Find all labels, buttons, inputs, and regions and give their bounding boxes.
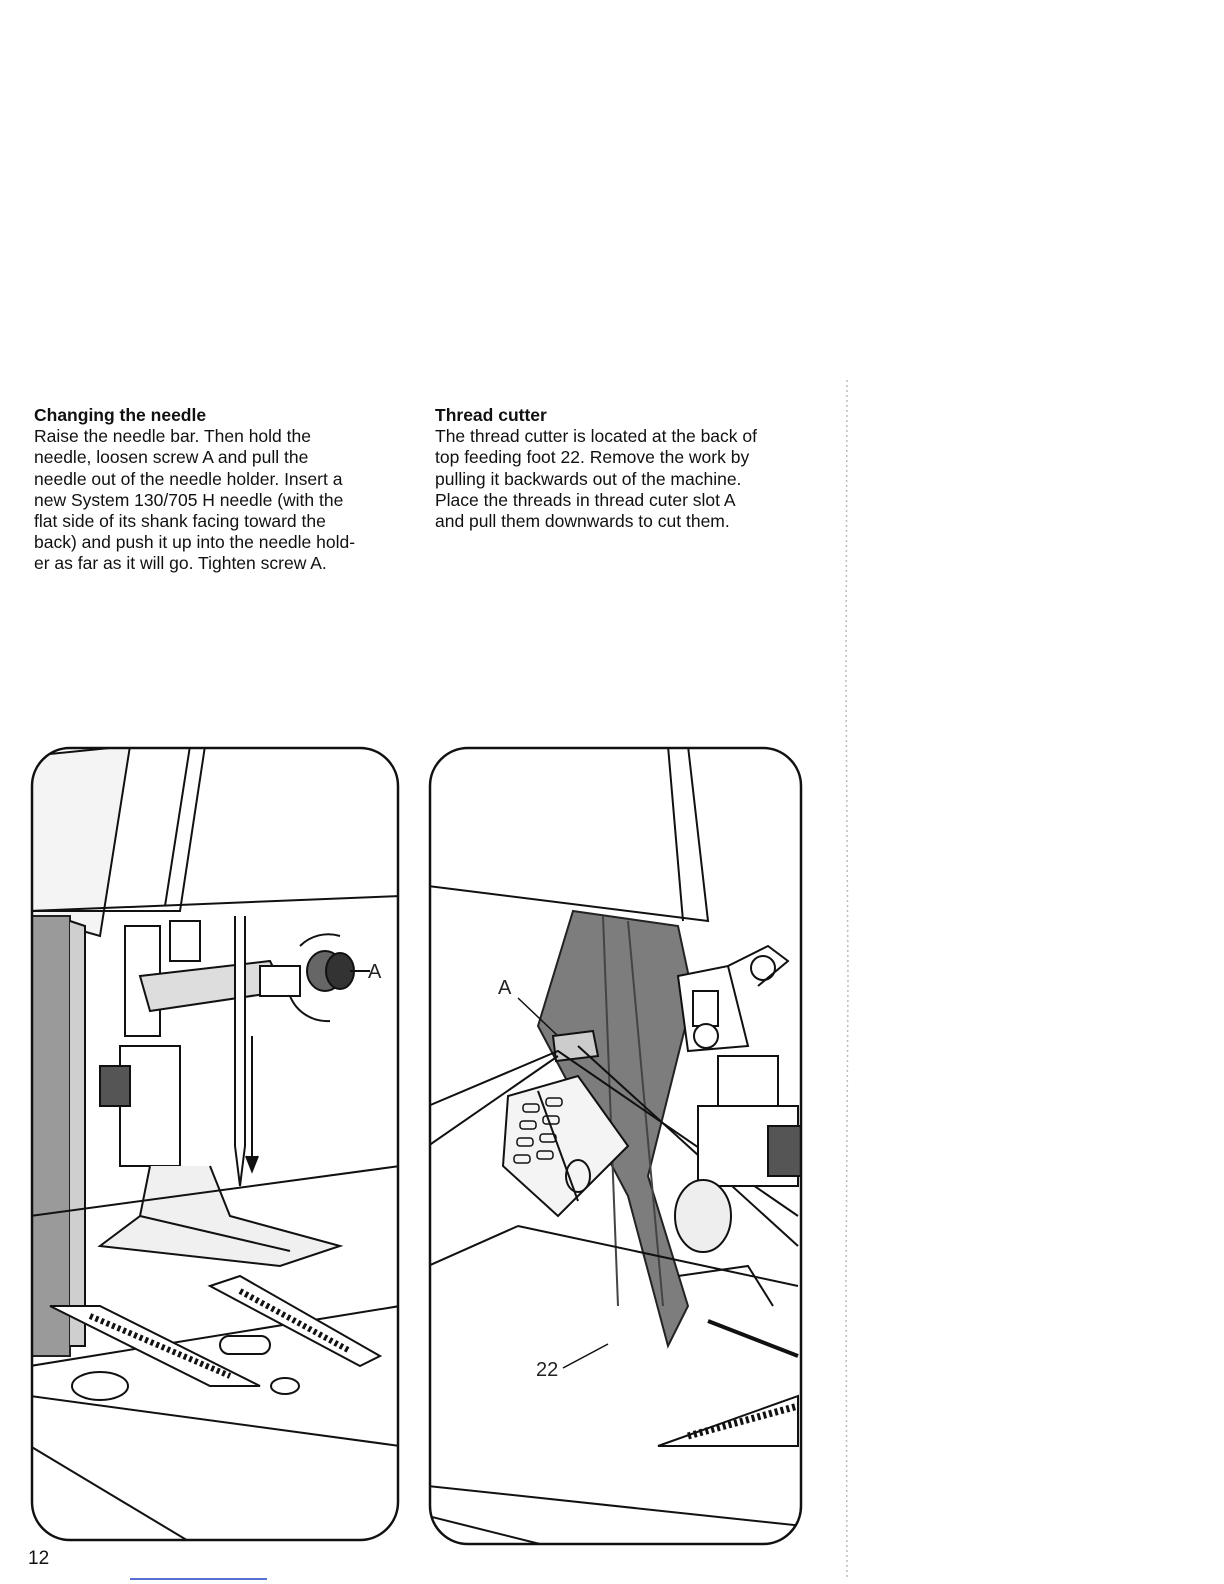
- section-heading: Changing the needle: [34, 405, 207, 425]
- body-line: Raise the needle bar. Then hold the: [34, 426, 311, 447]
- section-heading: Thread cutter: [435, 405, 547, 425]
- body-line: needle out of the needle holder. Insert a: [34, 468, 343, 489]
- body-line: needle, loosen screw A and pull the: [34, 447, 309, 468]
- thread-cutter-illustration: [428, 746, 803, 1546]
- body-line: er as far as it will go. Tighten screw A.: [34, 553, 327, 574]
- body-line: Place the threads in thread cuter slot A: [435, 489, 736, 510]
- needle-change-drawing: [30, 746, 400, 1542]
- page-number: 12: [28, 1548, 50, 1569]
- thread-cutter-drawing: [428, 746, 803, 1546]
- body-line: new System 130/705 H needle (with the: [34, 489, 344, 510]
- body-line: flat side of its shank facing toward the: [34, 511, 326, 532]
- section-changing-needle: [34, 405, 404, 575]
- figure-label-screw-a: A: [368, 961, 382, 983]
- needle-change-illustration: [30, 746, 400, 1542]
- body-line: back) and push it up into the needle hold-: [34, 532, 356, 553]
- body-line: The thread cutter is located at the back of: [435, 426, 757, 447]
- scan-edge-mark: [840, 380, 854, 1580]
- figure-label-slot-a: A: [498, 977, 512, 999]
- body-line: top feeding foot 22. Remove the work by: [435, 447, 750, 468]
- body-line: and pull them downwards to cut them.: [435, 511, 730, 532]
- section-thread-cutter: [435, 405, 810, 532]
- figure-label-foot-22: 22: [536, 1359, 559, 1381]
- body-line: pulling it backwards out of the machine.: [435, 468, 742, 489]
- footer-rule: [130, 1578, 267, 1580]
